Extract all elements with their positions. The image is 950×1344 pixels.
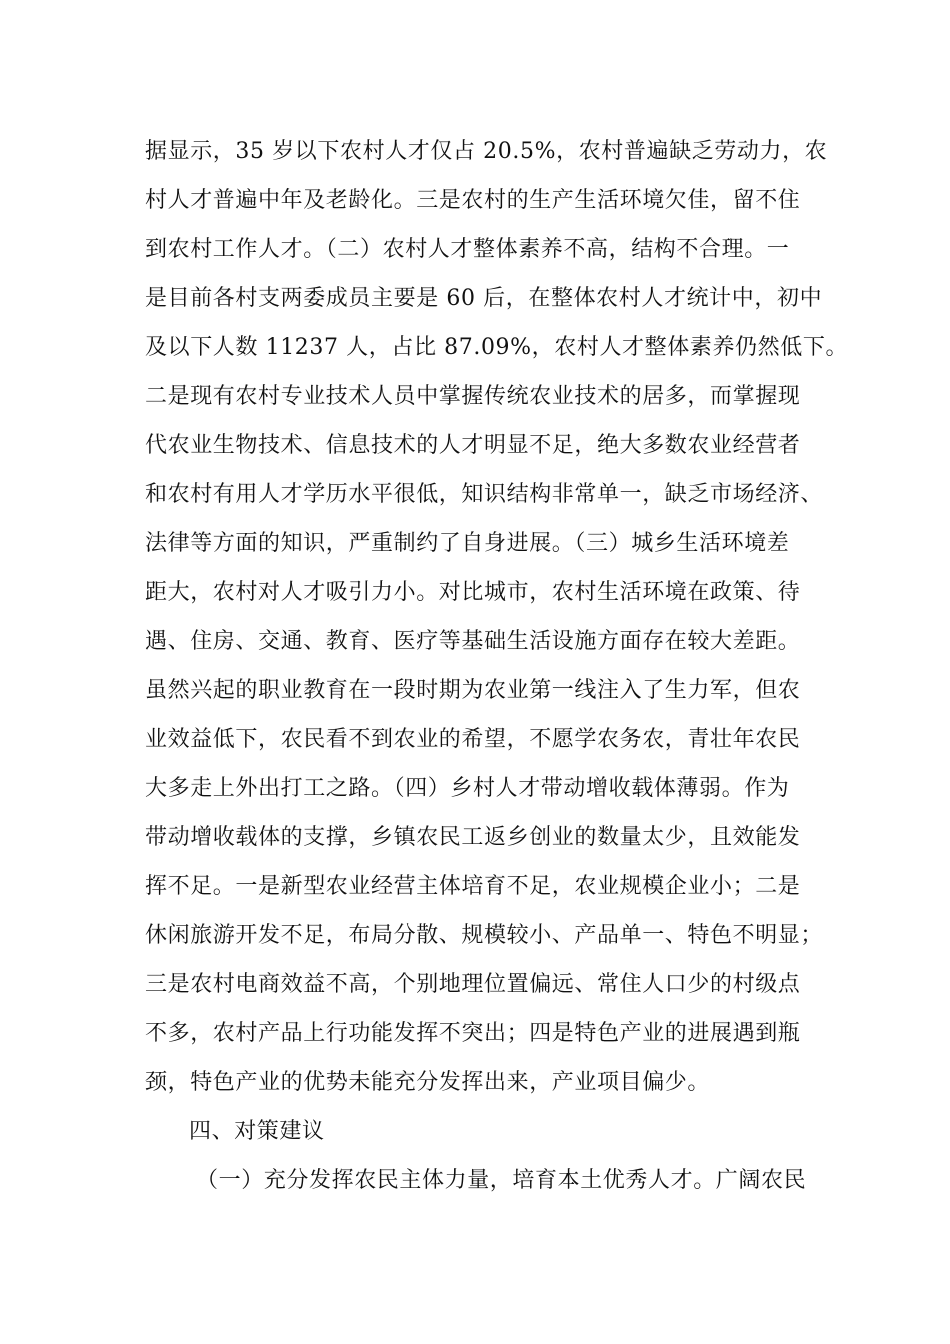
text-line: 到农村工作人才。（二）农村人才整体素养不高，结构不合理。一 <box>145 237 790 262</box>
text-line: 不多，农村产品上行功能发挥不突出；四是特色产业的进展遇到瓶 <box>145 1021 801 1046</box>
text-line: 业效益低下，农民看不到农业的希望，不愿学农务农，青壮年农民 <box>145 727 801 752</box>
text-line: （一）充分发挥农民主体力量，培育本土优秀人才。广阔农民 <box>196 1168 807 1193</box>
section-heading: 四、对策建议 <box>189 1119 325 1144</box>
text-line: 挥不足。一是新型农业经营主体培育不足，农业规模企业小；二是 <box>145 874 801 899</box>
text-line: 休闲旅游开发不足，布局分散、规模较小、产品单一、特色不明显； <box>145 923 824 948</box>
text-line: 距大，农村对人才吸引力小。对比城市，农村生活环境在政策、待 <box>145 580 801 605</box>
document-body <box>145 127 849 1205</box>
text-line: 是目前各村支两委成员主要是 60 后，在整体农村人才统计中，初中 <box>145 286 823 311</box>
text-line: 虽然兴起的职业教育在一段时期为农业第一线注入了生力军，但农 <box>145 678 801 703</box>
text-line: 遇、住房、交通、教育、医疗等基础生活设施方面存在较大差距。 <box>145 629 801 654</box>
text-line: 及以下人数 11237 人，占比 87.09%，农村人才整体素养仍然低下。 <box>145 335 849 360</box>
text-line: 和农村有用人才学历水平很低，知识结构非常单一，缺乏市场经济、 <box>145 482 824 507</box>
text-line: 村人才普遍中年及老龄化。三是农村的生产生活环境欠佳，留不住 <box>145 188 801 213</box>
text-line: 带动增收载体的支撑，乡镇农民工返乡创业的数量太少，且效能发 <box>145 825 801 850</box>
text-line: 二是现有农村专业技术人员中掌握传统农业技术的居多，而掌握现 <box>145 384 801 409</box>
text-line: 法律等方面的知识，严重制约了自身进展。（三）城乡生活环境差 <box>145 531 790 556</box>
text-line: 颈，特色产业的优势未能充分发挥出来，产业项目偏少。 <box>145 1070 711 1095</box>
text-line: 代农业生物技术、信息技术的人才明显不足，绝大多数农业经营者 <box>145 433 801 458</box>
text-line: 大多走上外出打工之路。（四）乡村人才带动增收载体薄弱。作为 <box>145 776 790 801</box>
text-line: 据显示，35 岁以下农村人才仅占 20.5%，农村普遍缺乏劳动力，农 <box>145 139 828 164</box>
text-line: 三是农村电商效益不高，个别地理位置偏远、常住人口少的村级点 <box>145 972 801 997</box>
